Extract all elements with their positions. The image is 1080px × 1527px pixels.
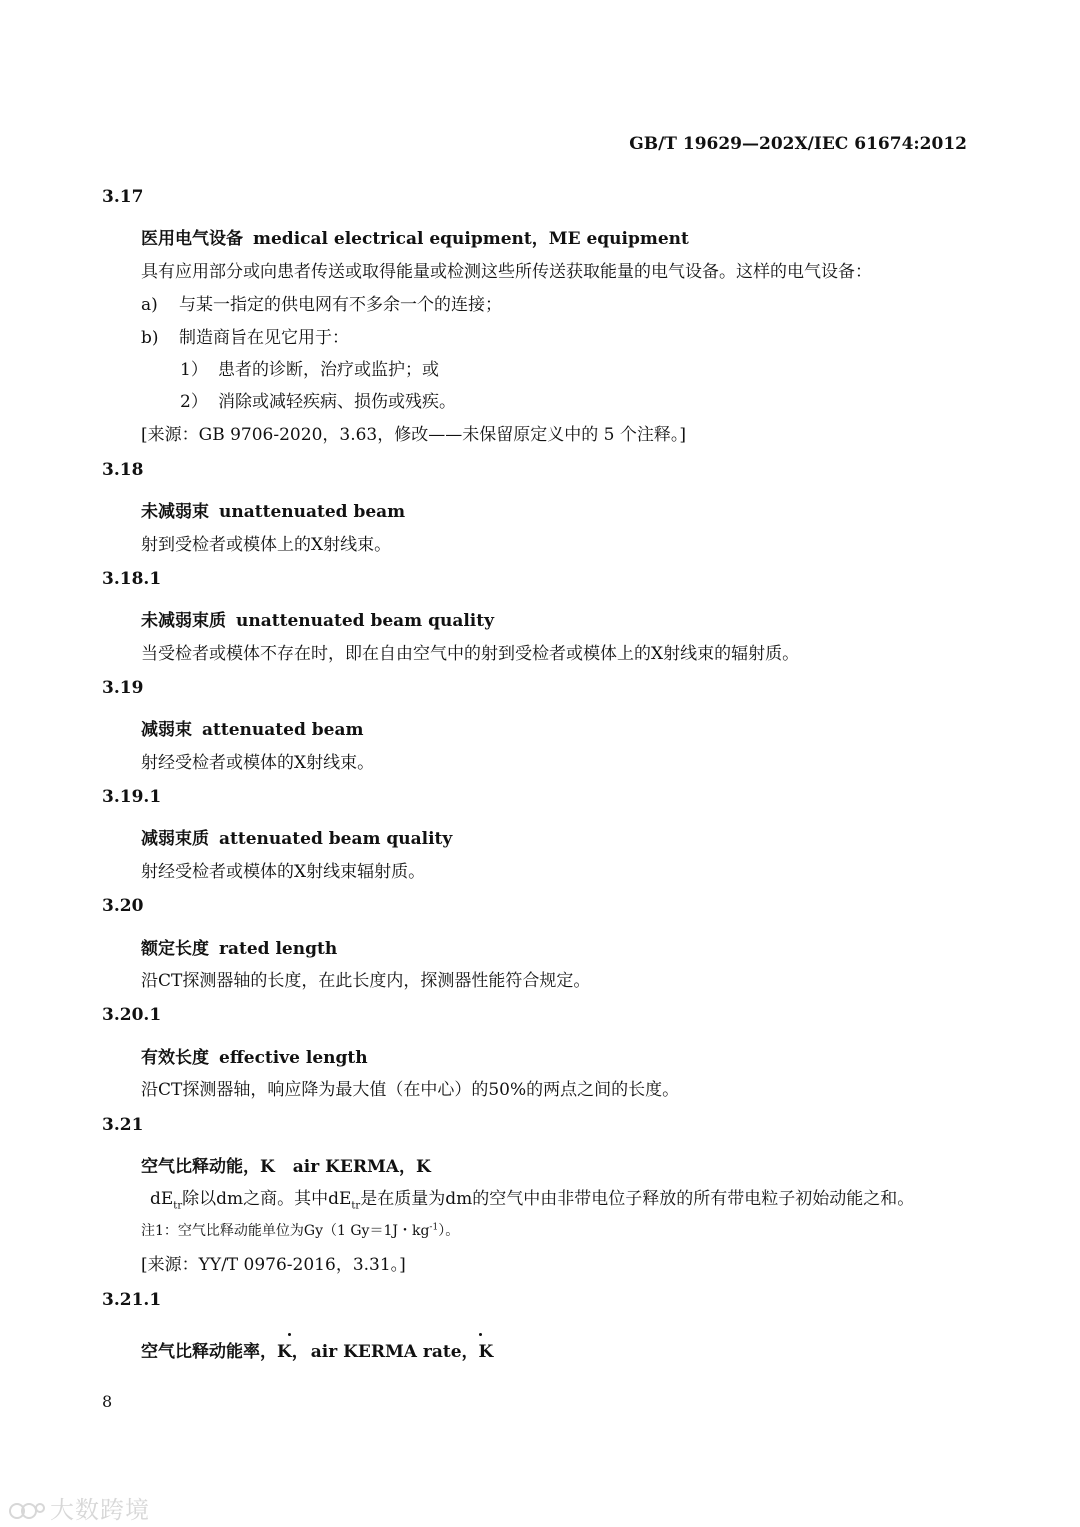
list-text: 患者的诊断，治疗或监护；或: [218, 360, 439, 380]
list-item-a: [141, 290, 502, 315]
source-3-17: [来源：GB 9706-2020，3.63，修改——未保留原定义中的 5 个注释。]: [141, 425, 686, 445]
list-text: 与某一指定的供电网有不多余一个的连接；: [179, 295, 502, 315]
list-item-1: [180, 355, 439, 380]
definition-3-20: 沿CT探测器轴的长度，在此长度内，探测器性能符合规定。: [141, 971, 591, 991]
list-marker: b): [141, 328, 159, 348]
term-heading-3-19: [141, 715, 363, 740]
term-heading-3-21-1: [141, 1337, 493, 1362]
term-en: medical electrical equipment，ME equipment: [253, 229, 689, 249]
term-heading-3-19-1: [141, 824, 452, 849]
definition-3-18: 射到受检者或模体上的X射线束。: [141, 535, 392, 555]
clause-number-3-19: 3.19: [102, 678, 144, 698]
page-number: 8: [102, 1392, 113, 1411]
dot-accent: [479, 1333, 482, 1336]
definition-3-17: 具有应用部分或向患者传送或取得能量或检测这些所传送获取能量的电气设备。这样的电气设备：: [141, 262, 872, 282]
term-en: air KERMA rate，K: [310, 1342, 494, 1362]
list-marker: a): [141, 295, 158, 315]
term-zh: 未减弱束质: [141, 611, 226, 631]
term-en: unattenuated beam: [219, 502, 406, 522]
term-heading-3-18-1: [141, 606, 494, 631]
term-en: air KERMA，K: [292, 1157, 431, 1177]
term-zh: 减弱束质: [141, 829, 209, 849]
note-text: 注1：空气比释动能单位为Gy（1 Gy＝1J・kg: [141, 1223, 430, 1239]
term-en: rated length: [219, 939, 338, 959]
term-heading-3-17: [141, 224, 689, 249]
definition-3-20-1: 沿CT探测器轴，响应降为最大值（在中心）的50%的两点之间的长度。: [141, 1080, 680, 1100]
term-zh: 额定长度: [141, 939, 209, 959]
definition-3-19: 射经受检者或模体的X射线束。: [141, 753, 375, 773]
document-standard-id: GB/T 19629—202X/IEC 61674:2012: [629, 134, 967, 154]
note-3-21: [141, 1220, 459, 1240]
list-item-b: [141, 323, 349, 348]
clause-number-3-20-1: 3.20.1: [102, 1005, 162, 1025]
list-item-2: [180, 387, 456, 412]
term-en: unattenuated beam quality: [236, 611, 494, 631]
term-zh: 医用电气设备: [141, 229, 243, 249]
watermark-text: 大数跨境: [50, 1496, 150, 1524]
def-text: 是在质量为dm的空气中由非带电位子释放的所有带电粒子初始动能之和。: [360, 1189, 915, 1209]
clause-number-3-21-1: 3.21.1: [102, 1290, 162, 1310]
superscript: -1: [429, 1222, 439, 1233]
subscript: tr: [173, 1200, 183, 1212]
term-heading-3-21: [141, 1152, 431, 1177]
clause-number-3-18-1: 3.18.1: [102, 569, 162, 589]
def-text: 除以dm之商。其中dE: [182, 1189, 352, 1209]
def-text: dE: [150, 1189, 174, 1209]
list-marker: 2）: [180, 392, 208, 412]
clause-number-3-20: 3.20: [102, 896, 144, 916]
term-heading-3-20: [141, 934, 337, 959]
list-text: 消除或减轻疾病、损伤或残疾。: [218, 392, 456, 412]
term-zh: 空气比释动能，K: [141, 1157, 275, 1177]
clause-number-3-17: 3.17: [102, 187, 144, 207]
list-marker: 1）: [180, 360, 208, 380]
term-zh: 空气比释动能率，K，: [141, 1342, 309, 1362]
term-en: attenuated beam quality: [219, 829, 453, 849]
term-zh: 未减弱束: [141, 502, 209, 522]
dot-accent: [288, 1333, 291, 1336]
watermark-logo-icon: [8, 1500, 46, 1522]
definition-3-19-1: 射经受检者或模体的X射线束辐射质。: [141, 862, 426, 882]
term-zh: 减弱束: [141, 720, 192, 740]
list-text: 制造商旨在见它用于：: [179, 328, 349, 348]
term-heading-3-20-1: [141, 1043, 368, 1068]
definition-3-21: [150, 1184, 914, 1211]
watermark: [8, 1490, 150, 1525]
term-zh: 有效长度: [141, 1048, 209, 1068]
term-en: attenuated beam: [202, 720, 364, 740]
note-text: ）。: [438, 1223, 460, 1239]
term-en: effective length: [219, 1048, 368, 1068]
term-heading-3-18: [141, 497, 405, 522]
clause-number-3-21: 3.21: [102, 1115, 144, 1135]
clause-number-3-18: 3.18: [102, 460, 144, 480]
source-3-21: [来源：YY/T 0976-2016，3.31。]: [141, 1255, 406, 1275]
clause-number-3-19-1: 3.19.1: [102, 787, 162, 807]
subscript: tr: [351, 1200, 361, 1212]
definition-3-18-1: 当受检者或模体不存在时，即在自由空气中的射到受检者或模体上的X射线束的辐射质。: [141, 644, 800, 664]
